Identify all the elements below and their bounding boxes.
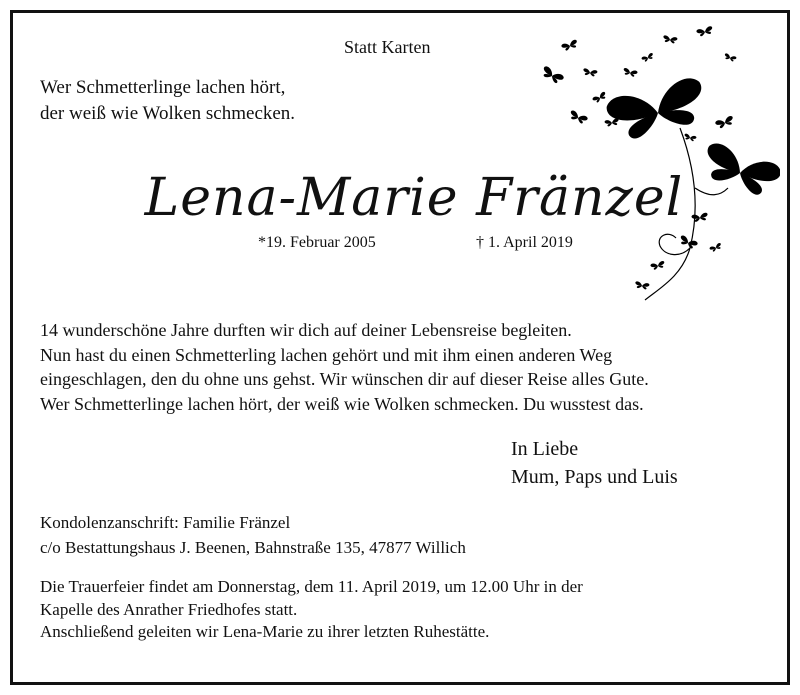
death-date: † 1. April 2019 xyxy=(476,234,573,251)
body-line: eingeschlagen, den du ohne uns gehst. Wir wünschen dir auf dieser Reise alles Gute. xyxy=(40,369,649,389)
signature-line: Mum, Paps und Luis xyxy=(511,466,678,488)
signature xyxy=(511,435,678,491)
service-line: Anschließend geleiten wir Lena-Marie zu ihrer letzten Ruhestätte. xyxy=(40,622,490,641)
body-line: 14 wunderschöne Jahre durften wir dich auf deiner Lebensreise begleiten. xyxy=(40,320,572,340)
contact-line: Kondolenzanschrift: Familie Fränzel xyxy=(40,513,291,532)
birth-date: *19. Februar 2005 xyxy=(258,234,376,251)
service-line: Die Trauerfeier findet am Donnerstag, dem 11. April 2019, um 12.00 Uhr in der xyxy=(40,577,583,596)
contact-address xyxy=(40,510,466,560)
contact-line: c/o Bestattungshaus J. Beenen, Bahnstraße 135, 47877 Willich xyxy=(40,538,466,557)
header-title: Statt Karten xyxy=(344,37,431,57)
service-line: Kapelle des Anrather Friedhofes statt. xyxy=(40,599,298,619)
body-line: Wer Schmetterlinge lachen hört, der weiß wie Wolken schmecken. Du wusstest das. xyxy=(40,393,644,414)
motto-line: der weiß wie Wolken schmecken. xyxy=(40,103,296,124)
motto xyxy=(40,75,295,127)
butterflies-icon xyxy=(530,18,780,308)
signature-line: In Liebe xyxy=(511,438,579,460)
body-line: Nun hast du einen Schmetterling lachen gehört und mit ihm einen anderen Weg xyxy=(40,344,613,365)
deceased-name: Lena-Marie Fränzel xyxy=(144,168,684,228)
body-text xyxy=(40,318,649,416)
motto-line: Wer Schmetterlinge lachen hört, xyxy=(40,77,286,98)
service-info xyxy=(40,576,583,644)
